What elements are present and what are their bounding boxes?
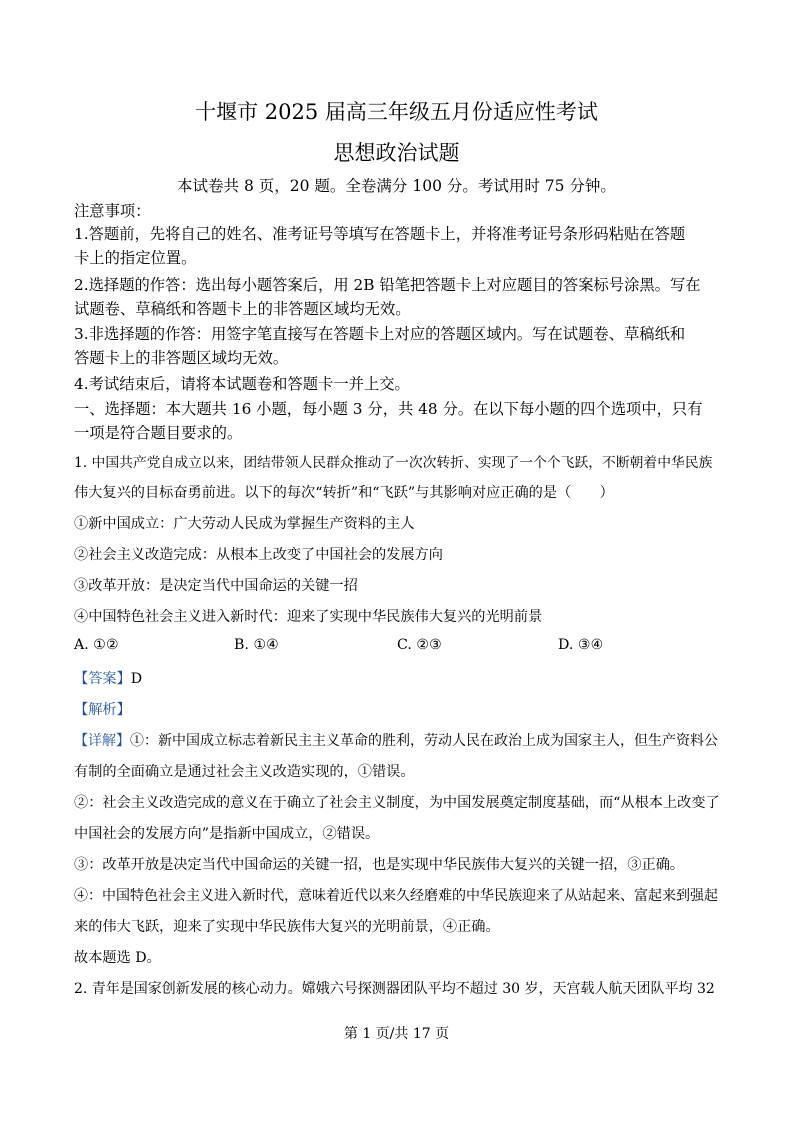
question-2-stem: 2. 青年是国家创新发展的核心动力。嫦娥六号探测器团队平均不超过 30 岁，天宫载人航天团队平均 32: [74, 981, 715, 997]
option-c: C. ②③: [397, 637, 442, 653]
section-heading: 一、选择题：本大题共 16 小题，每小题 3 分，共 48 分。在以下每小题的四个选项中，只有: [74, 400, 703, 418]
question-1-item: ④中国特色社会主义进入新时代：迎来了实现中华民族伟大复兴的光明前景: [74, 609, 543, 625]
question-1-item: ①新中国成立：广大劳动人民成为掌握生产资料的主人: [74, 516, 415, 532]
answer-tag: 【答案】: [74, 671, 131, 687]
section-heading: 一项是符合题目要求的。: [74, 424, 243, 442]
note-line: 答题卡上的非答题区域均无效。: [74, 349, 289, 367]
question-1-item: ②社会主义改造完成：从根本上改变了中国社会的发展方向: [74, 547, 443, 563]
page-footer: 第 1 页/共 17 页: [343, 1026, 450, 1042]
option-a: A. ①②: [74, 637, 119, 653]
note-line: 4.考试结束后，请将本试题卷和答题卡一并上交。: [74, 375, 410, 393]
analysis-line: [74, 730, 718, 750]
question-1-stem: 伟大复兴的目标奋勇前进。以下的每次“转折”和“飞跃”与其影响对应正确的是（ ）: [74, 485, 614, 501]
option-b: B. ①④: [234, 637, 279, 653]
detail-tag: 【详解】: [74, 733, 130, 749]
note-line: 3.非选择题的作答：用签字笔直接写在答题卡上对应的答题区域内。写在试题卷、草稿纸和: [74, 325, 686, 343]
notes-heading: 注意事项：: [74, 202, 151, 220]
note-line: 试题卷、草稿纸和答题卡上的非答题区域均无效。: [74, 300, 411, 318]
option-d: D. ③④: [558, 637, 604, 653]
analysis-line: 有制的全面确立是通过社会主义改造实现的，①错误。: [74, 764, 415, 780]
answer-value: D: [130, 671, 143, 687]
answer-line: [74, 668, 142, 688]
note-line: 卡上的指定位置。: [74, 249, 197, 267]
analysis-line: ③：改革开放是决定当代中国命运的关键一招，也是实现中华民族伟大复兴的关键一招，③正确。: [74, 857, 685, 873]
note-line: 2.选择题的作答：选出每小题答案后，用 2B 铅笔把答题卡上对应题目的答案标号涂黑。写在: [74, 276, 701, 294]
note-line: 1.答题前，先将自己的姓名、准考证号等填写在答题卡上，并将准考证号条形码粘贴在答题: [74, 225, 686, 243]
question-1-stem: 1. 中国共产党自成立以来，团结带领人民群众推动了一次次转折、实现了一个个飞跃，不断朝着中华民族: [74, 455, 713, 471]
analysis-line: 来的伟大飞跃，迎来了实现中华民族伟大复兴的光明前景，④正确。: [74, 919, 500, 935]
subject-title: 思想政治试题: [333, 141, 460, 165]
analysis-tag: 【解析】: [74, 702, 131, 718]
analysis-line: 中国社会的发展方向”是指新中国成立，②错误。: [74, 826, 380, 842]
analysis-text: ①：新中国成立标志着新民主主义革命的胜利，劳动人民在政治上成为国家主人，但生产资料公: [130, 733, 718, 749]
analysis-line: ②：社会主义改造完成的意义在于确立了社会主义制度，为中国发展奠定制度基础，而“从根本上改变了: [74, 795, 720, 811]
question-1-item: ③改革开放：是决定当代中国命运的关键一招: [74, 578, 358, 594]
exam-info: 本试卷共 8 页，20 题。全卷满分 100 分。考试用时 75 分钟。: [177, 177, 616, 195]
analysis-line: 故本题选 D。: [74, 950, 161, 966]
exam-title: 十堰市 2025 届高三年级五月份适应性考试: [195, 100, 598, 124]
analysis-line: ④：中国特色社会主义进入新时代，意味着近代以来久经磨难的中华民族迎来了从站起来、富起来到强起: [74, 888, 718, 904]
